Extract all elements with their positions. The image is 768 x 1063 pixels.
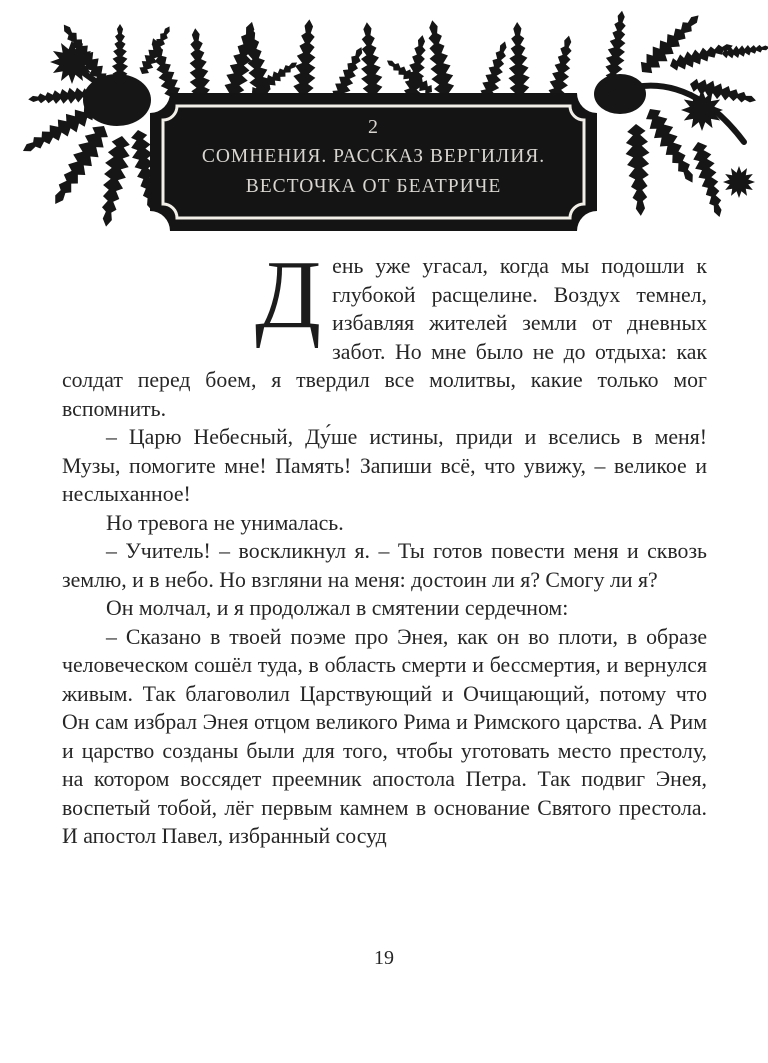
chapter-plaque — [150, 93, 597, 231]
paragraph: – Учитель! – воскликнул я. – Ты готов повести меня и сквозь землю, и в небо. Но взгляни на меня: достоин ли я? Смогу ли я? — [62, 539, 707, 592]
paragraph: – Сказано в твоей поэме про Энея, как он во плоти, в образе человеческом сошёл туда, в область смерти и бессмертия, и вернулся живым. Так благоволил Царствующий и Очищающий, потому что Он сам избрал Энея отцом великого Рима и Римского царства. А Рим и царство созданы были для того, чтобы уготовать место престолу, на котором воссядет преемник апостола Петра. Так подвиг Энея, воспетый тобой, лёг первым камнем в основание Святого престола. И апостол Павел, избранный сосуд — [62, 624, 707, 848]
drop-cap: Д — [255, 241, 322, 348]
paragraph: Но тревога не унималась. — [106, 510, 344, 535]
chapter-title-line-1: СОМНЕНИЯ. РАССКАЗ ВЕРГИЛИЯ. — [201, 146, 546, 167]
paragraph-opening — [62, 241, 707, 423]
paragraph-text: ень уже угасал, когда мы подошли к глубокой расщелине. Воздух темнел, избавляя жителей земли от дневных забот. Но мне было не до отдыха: как солдат перед боем, я твердил все молитвы, какие только мог вспомнить. — [62, 254, 707, 421]
chapter-text — [62, 241, 707, 851]
chapter-heading — [150, 112, 597, 202]
page-number: 19 — [374, 947, 394, 969]
chapter-title-line-2: ВЕСТОЧКА ОТ БЕАТРИЧЕ — [245, 176, 502, 197]
chapter-number: 2 — [368, 116, 379, 138]
paragraph: Он молчал, и я продолжал в смятении сердечном: — [106, 596, 569, 620]
paragraph: – Царю Небесный, Ду́ше истины, приди и вселись в меня! Музы, помогите мне! Память! Запиши всё, что увижу, – великое и неслыханное! — [62, 425, 707, 506]
